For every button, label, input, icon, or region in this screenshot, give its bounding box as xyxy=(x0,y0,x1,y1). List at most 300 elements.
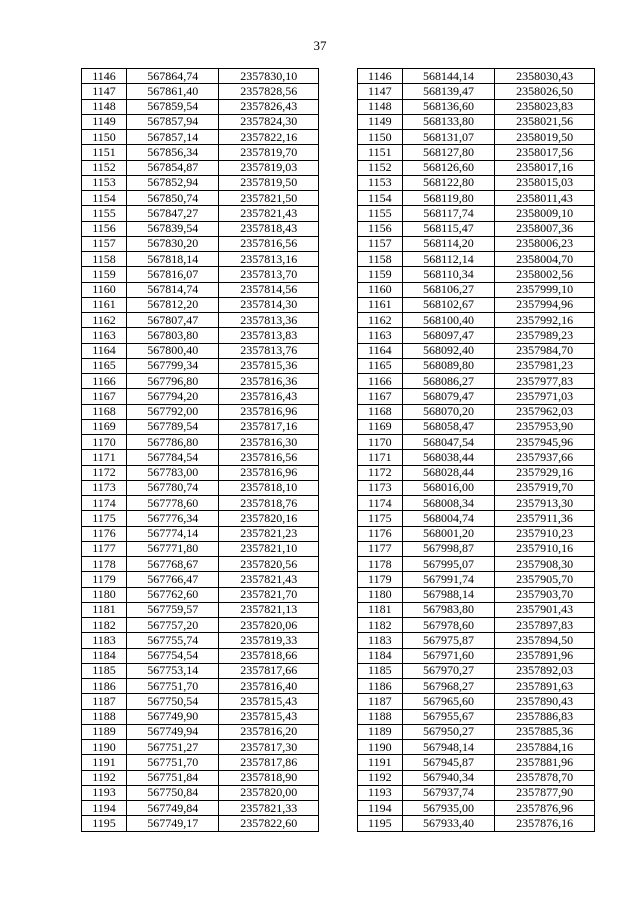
right-x-coordinate: 567937,74 xyxy=(402,785,494,800)
left-point-number: 1173 xyxy=(82,480,127,495)
right-x-coordinate: 568097,47 xyxy=(402,328,494,343)
left-y-coordinate: 2357814,56 xyxy=(219,282,319,297)
table-row xyxy=(82,801,595,816)
right-x-coordinate: 568106,27 xyxy=(402,282,494,297)
right-x-coordinate: 568070,20 xyxy=(402,404,494,419)
left-y-coordinate: 2357813,16 xyxy=(219,252,319,267)
table-row xyxy=(82,526,595,541)
left-x-coordinate: 567750,54 xyxy=(127,694,219,709)
left-y-coordinate: 2357813,83 xyxy=(219,328,319,343)
right-y-coordinate: 2358006,23 xyxy=(495,236,595,251)
left-point-number: 1172 xyxy=(82,465,127,480)
left-y-coordinate: 2357821,10 xyxy=(219,541,319,556)
right-point-number: 1168 xyxy=(357,404,402,419)
left-x-coordinate: 567749,84 xyxy=(127,801,219,816)
left-y-coordinate: 2357826,43 xyxy=(219,99,319,114)
right-point-number: 1178 xyxy=(357,557,402,572)
left-point-number: 1191 xyxy=(82,755,127,770)
right-x-coordinate: 567955,67 xyxy=(402,709,494,724)
left-point-number: 1184 xyxy=(82,648,127,663)
left-point-number: 1181 xyxy=(82,602,127,617)
left-x-coordinate: 567803,80 xyxy=(127,328,219,343)
left-x-coordinate: 567852,94 xyxy=(127,175,219,190)
right-point-number: 1181 xyxy=(357,602,402,617)
column-gap xyxy=(319,526,358,541)
coordinates-table xyxy=(81,68,595,832)
left-x-coordinate: 567749,94 xyxy=(127,724,219,739)
column-gap xyxy=(319,358,358,373)
table-row xyxy=(82,633,595,648)
column-gap xyxy=(319,801,358,816)
table-row xyxy=(82,389,595,404)
right-x-coordinate: 567950,27 xyxy=(402,724,494,739)
left-point-number: 1167 xyxy=(82,389,127,404)
table-row xyxy=(82,679,595,694)
column-gap xyxy=(319,602,358,617)
right-x-coordinate: 568122,80 xyxy=(402,175,494,190)
right-point-number: 1188 xyxy=(357,709,402,724)
column-gap xyxy=(319,69,358,84)
column-gap xyxy=(319,679,358,694)
right-point-number: 1191 xyxy=(357,755,402,770)
right-y-coordinate: 2357919,70 xyxy=(495,480,595,495)
right-point-number: 1169 xyxy=(357,419,402,434)
left-point-number: 1179 xyxy=(82,572,127,587)
left-x-coordinate: 567755,74 xyxy=(127,633,219,648)
right-point-number: 1157 xyxy=(357,236,402,251)
left-y-coordinate: 2357821,43 xyxy=(219,572,319,587)
left-y-coordinate: 2357816,43 xyxy=(219,389,319,404)
column-gap xyxy=(319,572,358,587)
left-point-number: 1168 xyxy=(82,404,127,419)
table-row xyxy=(82,465,595,480)
right-point-number: 1172 xyxy=(357,465,402,480)
column-gap xyxy=(319,709,358,724)
column-gap xyxy=(319,114,358,129)
right-x-coordinate: 567933,40 xyxy=(402,816,494,831)
right-y-coordinate: 2357992,16 xyxy=(495,313,595,328)
right-y-coordinate: 2358011,43 xyxy=(495,191,595,206)
table-row xyxy=(82,770,595,785)
right-x-coordinate: 568114,20 xyxy=(402,236,494,251)
left-point-number: 1188 xyxy=(82,709,127,724)
left-x-coordinate: 567780,74 xyxy=(127,480,219,495)
left-y-coordinate: 2357821,43 xyxy=(219,206,319,221)
column-gap xyxy=(319,541,358,556)
left-point-number: 1183 xyxy=(82,633,127,648)
table-row xyxy=(82,84,595,99)
right-y-coordinate: 2357885,36 xyxy=(495,724,595,739)
left-x-coordinate: 567814,74 xyxy=(127,282,219,297)
left-y-coordinate: 2357821,13 xyxy=(219,602,319,617)
left-x-coordinate: 567751,70 xyxy=(127,755,219,770)
right-x-coordinate: 567970,27 xyxy=(402,663,494,678)
left-x-coordinate: 567749,90 xyxy=(127,709,219,724)
table-row xyxy=(82,358,595,373)
right-point-number: 1193 xyxy=(357,785,402,800)
column-gap xyxy=(319,694,358,709)
left-y-coordinate: 2357822,60 xyxy=(219,816,319,831)
column-gap xyxy=(319,450,358,465)
column-gap xyxy=(319,785,358,800)
column-gap xyxy=(319,633,358,648)
right-point-number: 1182 xyxy=(357,618,402,633)
column-gap xyxy=(319,511,358,526)
right-x-coordinate: 568119,80 xyxy=(402,191,494,206)
table-row xyxy=(82,175,595,190)
right-y-coordinate: 2357891,63 xyxy=(495,679,595,694)
left-x-coordinate: 567754,54 xyxy=(127,648,219,663)
right-point-number: 1189 xyxy=(357,724,402,739)
right-point-number: 1152 xyxy=(357,160,402,175)
left-x-coordinate: 567818,14 xyxy=(127,252,219,267)
right-point-number: 1163 xyxy=(357,328,402,343)
left-x-coordinate: 567783,00 xyxy=(127,465,219,480)
table-row xyxy=(82,99,595,114)
right-point-number: 1170 xyxy=(357,435,402,450)
page-number: 37 xyxy=(313,38,327,53)
column-gap xyxy=(319,419,358,434)
left-y-coordinate: 2357815,36 xyxy=(219,358,319,373)
table-row xyxy=(82,648,595,663)
column-gap xyxy=(319,480,358,495)
left-y-coordinate: 2357820,16 xyxy=(219,511,319,526)
column-gap xyxy=(319,435,358,450)
left-y-coordinate: 2357819,33 xyxy=(219,633,319,648)
table-row xyxy=(82,496,595,511)
right-x-coordinate: 568131,07 xyxy=(402,130,494,145)
left-x-coordinate: 567757,20 xyxy=(127,618,219,633)
table-row xyxy=(82,724,595,739)
right-point-number: 1179 xyxy=(357,572,402,587)
left-point-number: 1162 xyxy=(82,313,127,328)
right-point-number: 1161 xyxy=(357,297,402,312)
left-y-coordinate: 2357817,66 xyxy=(219,663,319,678)
left-x-coordinate: 567749,17 xyxy=(127,816,219,831)
table-row xyxy=(82,709,595,724)
left-y-coordinate: 2357816,36 xyxy=(219,374,319,389)
table-row xyxy=(82,602,595,617)
right-x-coordinate: 567935,00 xyxy=(402,801,494,816)
table-row xyxy=(82,541,595,556)
column-gap xyxy=(319,145,358,160)
table-row xyxy=(82,419,595,434)
right-x-coordinate: 567968,27 xyxy=(402,679,494,694)
right-x-coordinate: 567948,14 xyxy=(402,740,494,755)
right-y-coordinate: 2358015,03 xyxy=(495,175,595,190)
table-row xyxy=(82,267,595,282)
left-y-coordinate: 2357817,30 xyxy=(219,740,319,755)
left-y-coordinate: 2357816,40 xyxy=(219,679,319,694)
right-y-coordinate: 2357937,66 xyxy=(495,450,595,465)
left-y-coordinate: 2357821,50 xyxy=(219,191,319,206)
right-y-coordinate: 2357886,83 xyxy=(495,709,595,724)
left-x-coordinate: 567751,27 xyxy=(127,740,219,755)
left-y-coordinate: 2357819,50 xyxy=(219,175,319,190)
column-gap xyxy=(319,84,358,99)
right-x-coordinate: 568092,40 xyxy=(402,343,494,358)
right-point-number: 1195 xyxy=(357,816,402,831)
right-x-coordinate: 568136,60 xyxy=(402,99,494,114)
right-x-coordinate: 568110,34 xyxy=(402,267,494,282)
left-point-number: 1147 xyxy=(82,84,127,99)
right-x-coordinate: 568089,80 xyxy=(402,358,494,373)
right-y-coordinate: 2357929,16 xyxy=(495,465,595,480)
table-row xyxy=(82,572,595,587)
left-x-coordinate: 567750,84 xyxy=(127,785,219,800)
right-y-coordinate: 2357953,90 xyxy=(495,419,595,434)
left-point-number: 1193 xyxy=(82,785,127,800)
table-row xyxy=(82,191,595,206)
left-y-coordinate: 2357816,56 xyxy=(219,236,319,251)
left-x-coordinate: 567771,80 xyxy=(127,541,219,556)
table-row xyxy=(82,160,595,175)
right-y-coordinate: 2358023,83 xyxy=(495,99,595,114)
left-y-coordinate: 2357818,76 xyxy=(219,496,319,511)
right-x-coordinate: 568115,47 xyxy=(402,221,494,236)
left-point-number: 1171 xyxy=(82,450,127,465)
left-y-coordinate: 2357817,86 xyxy=(219,755,319,770)
left-x-coordinate: 567861,40 xyxy=(127,84,219,99)
table-row xyxy=(82,511,595,526)
table-row xyxy=(82,236,595,251)
right-point-number: 1176 xyxy=(357,526,402,541)
table-row xyxy=(82,282,595,297)
right-y-coordinate: 2357984,70 xyxy=(495,343,595,358)
right-point-number: 1183 xyxy=(357,633,402,648)
right-point-number: 1148 xyxy=(357,99,402,114)
right-point-number: 1174 xyxy=(357,496,402,511)
right-y-coordinate: 2357989,23 xyxy=(495,328,595,343)
table-row xyxy=(82,313,595,328)
table-row xyxy=(82,343,595,358)
left-x-coordinate: 567789,54 xyxy=(127,419,219,434)
left-y-coordinate: 2357820,56 xyxy=(219,557,319,572)
left-x-coordinate: 567857,14 xyxy=(127,130,219,145)
left-point-number: 1158 xyxy=(82,252,127,267)
right-x-coordinate: 568028,44 xyxy=(402,465,494,480)
right-x-coordinate: 568117,74 xyxy=(402,206,494,221)
left-point-number: 1186 xyxy=(82,679,127,694)
column-gap xyxy=(319,130,358,145)
right-x-coordinate: 567988,14 xyxy=(402,587,494,602)
left-point-number: 1164 xyxy=(82,343,127,358)
table-row xyxy=(82,252,595,267)
left-point-number: 1160 xyxy=(82,282,127,297)
left-x-coordinate: 567784,54 xyxy=(127,450,219,465)
left-y-coordinate: 2357822,16 xyxy=(219,130,319,145)
table-row xyxy=(82,130,595,145)
column-gap xyxy=(319,282,358,297)
right-y-coordinate: 2357884,16 xyxy=(495,740,595,755)
table-row xyxy=(82,297,595,312)
left-y-coordinate: 2357813,70 xyxy=(219,267,319,282)
table-row xyxy=(82,785,595,800)
left-x-coordinate: 567854,87 xyxy=(127,160,219,175)
right-y-coordinate: 2357908,30 xyxy=(495,557,595,572)
right-y-coordinate: 2357892,03 xyxy=(495,663,595,678)
right-x-coordinate: 567945,87 xyxy=(402,755,494,770)
column-gap xyxy=(319,160,358,175)
left-x-coordinate: 567859,54 xyxy=(127,99,219,114)
left-x-coordinate: 567800,40 xyxy=(127,343,219,358)
table-row xyxy=(82,435,595,450)
left-x-coordinate: 567786,80 xyxy=(127,435,219,450)
left-point-number: 1185 xyxy=(82,663,127,678)
right-x-coordinate: 568139,47 xyxy=(402,84,494,99)
left-y-coordinate: 2357820,06 xyxy=(219,618,319,633)
right-x-coordinate: 567991,74 xyxy=(402,572,494,587)
column-gap xyxy=(319,587,358,602)
column-gap xyxy=(319,313,358,328)
right-y-coordinate: 2357901,43 xyxy=(495,602,595,617)
right-y-coordinate: 2357981,23 xyxy=(495,358,595,373)
left-point-number: 1165 xyxy=(82,358,127,373)
right-y-coordinate: 2358009,10 xyxy=(495,206,595,221)
table-row xyxy=(82,404,595,419)
left-point-number: 1166 xyxy=(82,374,127,389)
right-x-coordinate: 568144,14 xyxy=(402,69,494,84)
left-y-coordinate: 2357821,23 xyxy=(219,526,319,541)
left-y-coordinate: 2357816,56 xyxy=(219,450,319,465)
right-y-coordinate: 2357971,03 xyxy=(495,389,595,404)
table-row xyxy=(82,450,595,465)
table-row xyxy=(82,618,595,633)
left-x-coordinate: 567864,74 xyxy=(127,69,219,84)
table-row xyxy=(82,328,595,343)
left-point-number: 1182 xyxy=(82,618,127,633)
right-x-coordinate: 568001,20 xyxy=(402,526,494,541)
right-y-coordinate: 2357876,96 xyxy=(495,801,595,816)
left-point-number: 1178 xyxy=(82,557,127,572)
left-x-coordinate: 567799,34 xyxy=(127,358,219,373)
column-gap xyxy=(319,465,358,480)
left-point-number: 1155 xyxy=(82,206,127,221)
right-point-number: 1177 xyxy=(357,541,402,556)
right-y-coordinate: 2357962,03 xyxy=(495,404,595,419)
column-gap xyxy=(319,175,358,190)
left-point-number: 1157 xyxy=(82,236,127,251)
left-point-number: 1189 xyxy=(82,724,127,739)
column-gap xyxy=(319,816,358,831)
right-point-number: 1171 xyxy=(357,450,402,465)
right-y-coordinate: 2358017,16 xyxy=(495,160,595,175)
table-row xyxy=(82,663,595,678)
left-y-coordinate: 2357830,10 xyxy=(219,69,319,84)
right-y-coordinate: 2357913,30 xyxy=(495,496,595,511)
right-point-number: 1156 xyxy=(357,221,402,236)
left-point-number: 1156 xyxy=(82,221,127,236)
right-y-coordinate: 2358017,56 xyxy=(495,145,595,160)
left-point-number: 1175 xyxy=(82,511,127,526)
column-gap xyxy=(319,236,358,251)
column-gap xyxy=(319,252,358,267)
right-y-coordinate: 2357877,90 xyxy=(495,785,595,800)
column-gap xyxy=(319,557,358,572)
right-y-coordinate: 2358026,50 xyxy=(495,84,595,99)
table-row xyxy=(82,480,595,495)
right-point-number: 1180 xyxy=(357,587,402,602)
left-x-coordinate: 567856,34 xyxy=(127,145,219,160)
right-y-coordinate: 2357891,96 xyxy=(495,648,595,663)
right-point-number: 1173 xyxy=(357,480,402,495)
right-point-number: 1160 xyxy=(357,282,402,297)
left-x-coordinate: 567850,74 xyxy=(127,191,219,206)
left-point-number: 1180 xyxy=(82,587,127,602)
right-y-coordinate: 2357894,50 xyxy=(495,633,595,648)
right-point-number: 1186 xyxy=(357,679,402,694)
left-x-coordinate: 567759,57 xyxy=(127,602,219,617)
right-x-coordinate: 568047,54 xyxy=(402,435,494,450)
left-point-number: 1149 xyxy=(82,114,127,129)
left-x-coordinate: 567857,94 xyxy=(127,114,219,129)
left-point-number: 1151 xyxy=(82,145,127,160)
column-gap xyxy=(319,328,358,343)
left-point-number: 1195 xyxy=(82,816,127,831)
right-point-number: 1146 xyxy=(357,69,402,84)
right-x-coordinate: 567998,87 xyxy=(402,541,494,556)
left-point-number: 1190 xyxy=(82,740,127,755)
left-x-coordinate: 567751,84 xyxy=(127,770,219,785)
column-gap xyxy=(319,191,358,206)
column-gap xyxy=(319,99,358,114)
right-x-coordinate: 568102,67 xyxy=(402,297,494,312)
right-y-coordinate: 2358021,56 xyxy=(495,114,595,129)
right-y-coordinate: 2357945,96 xyxy=(495,435,595,450)
left-point-number: 1163 xyxy=(82,328,127,343)
left-y-coordinate: 2357815,43 xyxy=(219,694,319,709)
left-x-coordinate: 567807,47 xyxy=(127,313,219,328)
left-point-number: 1161 xyxy=(82,297,127,312)
left-y-coordinate: 2357821,70 xyxy=(219,587,319,602)
left-x-coordinate: 567796,80 xyxy=(127,374,219,389)
left-y-coordinate: 2357813,76 xyxy=(219,343,319,358)
right-point-number: 1162 xyxy=(357,313,402,328)
right-x-coordinate: 568126,60 xyxy=(402,160,494,175)
left-point-number: 1187 xyxy=(82,694,127,709)
column-gap xyxy=(319,404,358,419)
right-x-coordinate: 567983,80 xyxy=(402,602,494,617)
table-row xyxy=(82,816,595,831)
left-point-number: 1159 xyxy=(82,267,127,282)
right-y-coordinate: 2357994,96 xyxy=(495,297,595,312)
column-gap xyxy=(319,755,358,770)
left-point-number: 1169 xyxy=(82,419,127,434)
left-y-coordinate: 2357818,43 xyxy=(219,221,319,236)
right-x-coordinate: 568058,47 xyxy=(402,419,494,434)
right-y-coordinate: 2358004,70 xyxy=(495,252,595,267)
right-point-number: 1187 xyxy=(357,694,402,709)
right-x-coordinate: 568112,14 xyxy=(402,252,494,267)
left-point-number: 1192 xyxy=(82,770,127,785)
column-gap xyxy=(319,206,358,221)
table-row xyxy=(82,755,595,770)
column-gap xyxy=(319,663,358,678)
column-gap xyxy=(319,618,358,633)
left-y-coordinate: 2357824,30 xyxy=(219,114,319,129)
right-y-coordinate: 2357878,70 xyxy=(495,770,595,785)
right-point-number: 1166 xyxy=(357,374,402,389)
left-y-coordinate: 2357818,10 xyxy=(219,480,319,495)
right-point-number: 1164 xyxy=(357,343,402,358)
column-gap xyxy=(319,496,358,511)
left-y-coordinate: 2357828,56 xyxy=(219,84,319,99)
right-y-coordinate: 2357977,83 xyxy=(495,374,595,389)
left-y-coordinate: 2357817,16 xyxy=(219,419,319,434)
right-x-coordinate: 568004,74 xyxy=(402,511,494,526)
column-gap xyxy=(319,740,358,755)
table-row xyxy=(82,221,595,236)
